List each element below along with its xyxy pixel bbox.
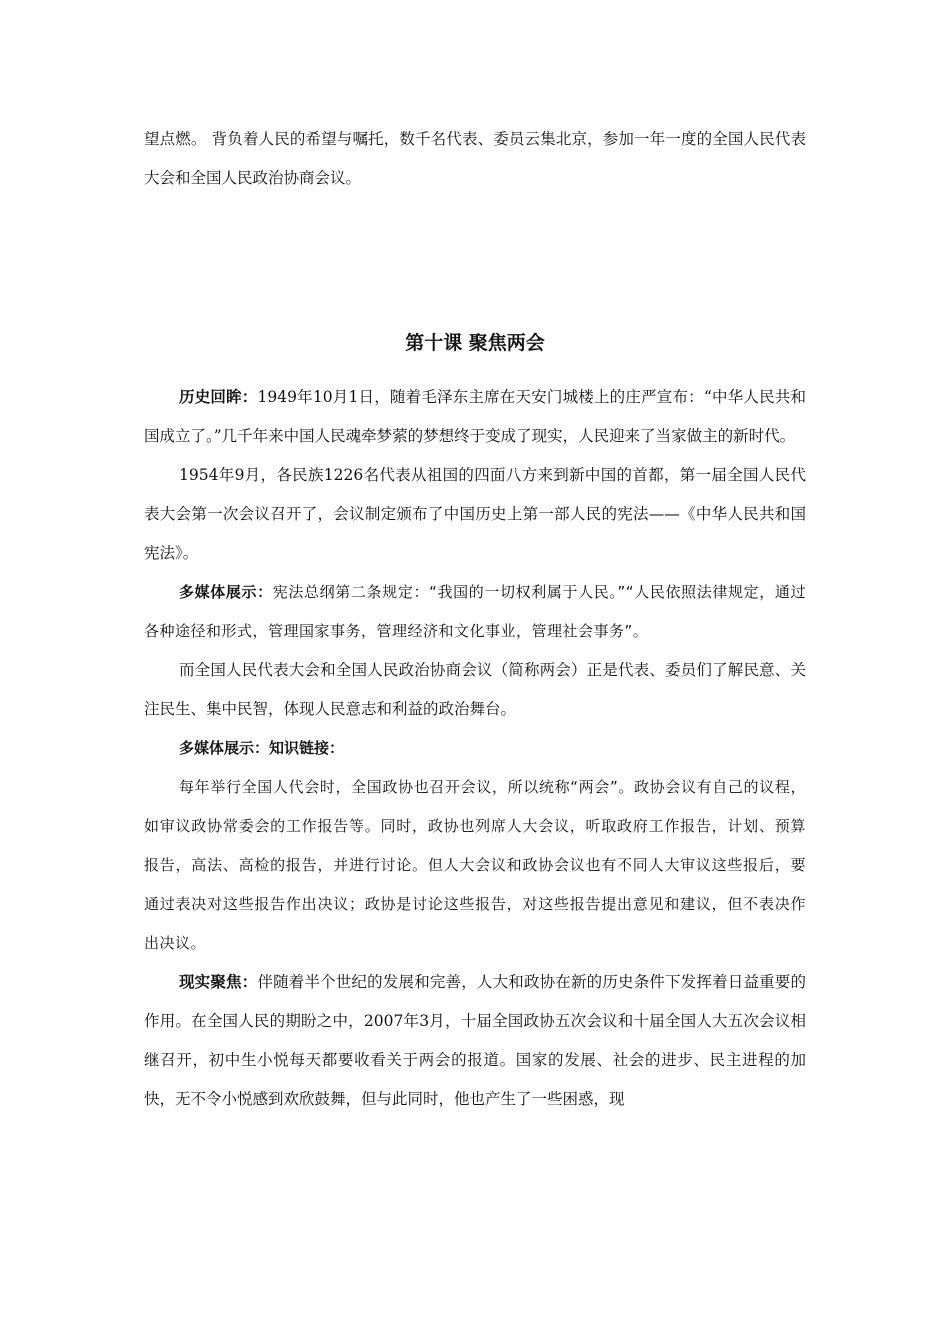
history-paragraph-2: 1954年9月，各民族1226名代表从祖国的四面八方来到新中国的首都，第一届全国人民代表大会第一次会议召开了，会议制定颁布了中国历史上第一部人民的宪法——《中华人民共和国宪法》。 bbox=[144, 466, 806, 562]
reality-paragraph bbox=[144, 963, 806, 1119]
document-page bbox=[144, 120, 806, 1119]
media-label-2: 多媒体展示：知识链接： bbox=[179, 739, 345, 757]
media-text-1: 宪法总纲第二条规定：“我国的一切权利属于人民。”“人民依照法律规定，通过各种途径和形式，管理国家事务，管理经济和文化事业，管理社会事务”。 bbox=[144, 583, 806, 640]
history-label: 历史回眸： bbox=[179, 388, 258, 406]
section-spacer bbox=[144, 198, 806, 328]
lesson-title: 第十课 聚焦两会 bbox=[405, 332, 545, 354]
history-paragraph bbox=[144, 378, 806, 456]
reality-text: 伴随着半个世纪的发展和完善，人大和政协在新的历史条件下发挥着日益重要的作用。在全国人民的期盼之中，2007年3月，十届全国政协五次会议和十届全国人大五次会议相继召开，初中生小悦每天都要收看关于两会的报道。国家的发展、社会的进步、民主进程的加快，无不令小悦感到欢欣鼓舞，但与此同时，他也产生了一些困惑，现 bbox=[144, 973, 806, 1108]
reality-label: 现实聚焦： bbox=[179, 973, 258, 991]
media-paragraph-1 bbox=[144, 573, 806, 651]
two-sessions-paragraph: 而全国人民代表大会和全国人民政治协商会议（简称两会）正是代表、委员们了解民意、关注民生、集中民智，体现人民意志和利益的政治舞台。 bbox=[144, 661, 806, 718]
media-label-1: 多媒体展示： bbox=[179, 583, 273, 601]
intro-paragraph: 望点燃。 背负着人民的希望与嘱托，数千名代表、委员云集北京，参加一年一度的全国人民代表大会和全国人民政治协商会议。 bbox=[144, 130, 806, 187]
history-text: 1949年10月1日，随着毛泽东主席在天安门城楼上的庄严宣布：“中华人民共和国成立了。”几千年来中国人民魂牵梦萦的梦想终于变成了现实，人民迎来了当家做主的新时代。 bbox=[144, 388, 806, 445]
knowledge-link-paragraph: 每年举行全国人代会时，全国政协也召开会议，所以统称“两会”。政协会议有自己的议程，如审议政协常委会的工作报告等。同时，政协也列席人大会议，听取政府工作报告，计划、预算报告，高法、高检的报告，并进行讨论。但人大会议和政协会议也有不同人大审议这些报后，要通过表决对这些报告作出决议；政协是讨论这些报告，对这些报告提出意见和建议，但不表决作出决议。 bbox=[144, 778, 806, 952]
